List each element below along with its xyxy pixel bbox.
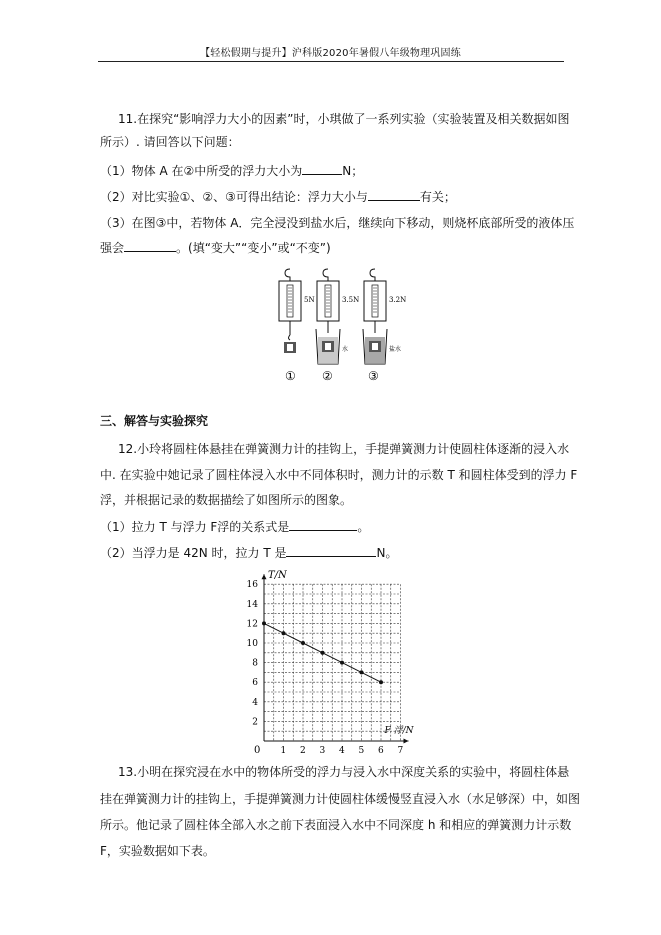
q12-part-2 <box>100 544 397 562</box>
q12-p1-blank[interactable] <box>289 518 357 531</box>
y-tick-label: 2 <box>252 717 258 728</box>
data-point <box>379 680 383 684</box>
data-point <box>301 641 305 645</box>
object-label-2: A <box>326 345 331 352</box>
q12-p1-tail: 。 <box>357 520 370 534</box>
y-tick-label: 8 <box>252 658 258 669</box>
chart-ticks <box>247 570 415 756</box>
caption-3: ③ <box>368 369 379 383</box>
reading-1: 5N <box>304 296 315 304</box>
q11-p3-tail: 。(填“变大”“变小”或“不变”) <box>176 241 331 255</box>
q13-line-2: 挂在弹簧测力计的挂钩上，手提弹簧测力计使圆柱体缓慢竖直浸入水（水足够深）中，如图 <box>100 792 581 806</box>
y-tick-label: 10 <box>246 639 258 649</box>
y-tick-label: 16 <box>246 580 258 591</box>
q12-p2-blank[interactable] <box>286 544 376 557</box>
x-tick-label: 5 <box>358 746 365 756</box>
x-tick-label: 2 <box>300 746 306 756</box>
q12-line-2: 中. 在实验中她记录了圆柱体浸入水中不同体积时，测力计的示数 T 和圆柱体受到的浮力 F <box>100 468 578 482</box>
t-vs-buoyancy-chart <box>226 563 426 758</box>
q11-p2-blank[interactable] <box>368 188 420 201</box>
object-label-1: A <box>288 346 293 353</box>
q12-line-1: 12.小玲将圆柱体悬挂在弹簧测力计的挂钩上，手提弹簧测力计使圆柱体逐渐的浸入水 <box>118 442 570 456</box>
q11-line-2: 所示）. 请回答以下问题： <box>100 135 240 149</box>
x-axis-arrow <box>404 739 409 744</box>
origin-label: 0 <box>254 745 261 756</box>
q11-p1-text: （1）物体 A 在②中所受的浮力大小为 <box>100 164 303 178</box>
data-point <box>360 670 364 674</box>
q13-line-4: F，实验数据如下表。 <box>100 844 215 858</box>
header-rule <box>98 61 564 62</box>
q12-p2-text: （2）当浮力是 42N 时，拉力 T 是 <box>100 546 287 560</box>
q11-line-1: 11.在探究“影响浮力大小的因素”时，小琪做了一系列实验（实验装置及相关数据如图 <box>118 112 570 126</box>
x-tick-label: 1 <box>280 746 287 756</box>
q11-p1-unit: N； <box>342 164 364 178</box>
spring-scale-1 <box>279 269 301 353</box>
section-3-title: 三、解答与实验探究 <box>100 414 209 428</box>
x-tick-label: 6 <box>378 746 384 756</box>
q12-p1-text: （1）拉力 T 与浮力 F浮的关系式是 <box>100 520 290 534</box>
q11-p3-text: 强会 <box>100 241 125 255</box>
caption-2: ② <box>322 369 333 383</box>
x-tick-label: 4 <box>339 746 345 756</box>
q11-p2-text: （2）对比实验①、②、③可得出结论：浮力大小与 <box>100 190 368 204</box>
liquid-label-water: 水 <box>342 346 349 353</box>
q13-line-3: 所示。他记录了圆柱体全部入水之前下表面浸入水中不同深度 h 和相应的弹簧测力计示数 <box>100 818 572 832</box>
x-axis-label: F 浮/N <box>384 726 414 736</box>
q11-part-1 <box>100 162 363 180</box>
q11-part-3-line-1: （3）在图③中，若物体 A．完全浸没到盐水后，继续向下移动，则烧杯底部所受的液体压 <box>100 216 575 230</box>
object-label-3: A <box>373 345 378 352</box>
data-point <box>321 651 325 655</box>
q11-p3-blank[interactable] <box>124 239 176 252</box>
y-axis-arrow <box>262 574 267 579</box>
q13-line-1: 13.小明在探究浸在水中的物体所受的浮力与浸入水中深度关系的实验中，将圆柱体悬 <box>118 765 570 779</box>
page-header: 【轻松假期与提升】沪科版2020年暑假八年级物理巩固练 <box>200 48 461 59</box>
y-axis-label: T/N <box>268 570 287 582</box>
q12-p2-tail: N。 <box>376 546 398 560</box>
reading-3: 3.2N <box>389 296 407 304</box>
chart-grid <box>264 584 401 741</box>
caption-1: ① <box>285 369 296 383</box>
y-tick-label: 4 <box>252 697 258 708</box>
liquid-label-saltwater: 盐水 <box>389 346 402 353</box>
spring-scale-figure <box>258 265 408 385</box>
q11-part-2 <box>100 188 456 206</box>
x-tick-label: 7 <box>397 746 404 756</box>
y-tick-label: 12 <box>246 619 258 630</box>
y-tick-label: 6 <box>252 678 258 689</box>
q11-p2-tail: 有关； <box>419 190 456 204</box>
q12-part-1 <box>100 518 369 536</box>
reading-2: 3.5N <box>342 296 360 304</box>
q11-p1-blank[interactable] <box>302 162 342 175</box>
q12-line-3: 浮，并根据记录的数据描绘了如图所示的图象。 <box>100 493 353 507</box>
x-tick-label: 3 <box>319 746 326 756</box>
data-point <box>340 661 344 665</box>
y-tick-label: 14 <box>246 599 258 610</box>
q11-part-3-line-2 <box>100 239 331 257</box>
data-point <box>282 631 286 635</box>
data-point <box>262 621 266 625</box>
